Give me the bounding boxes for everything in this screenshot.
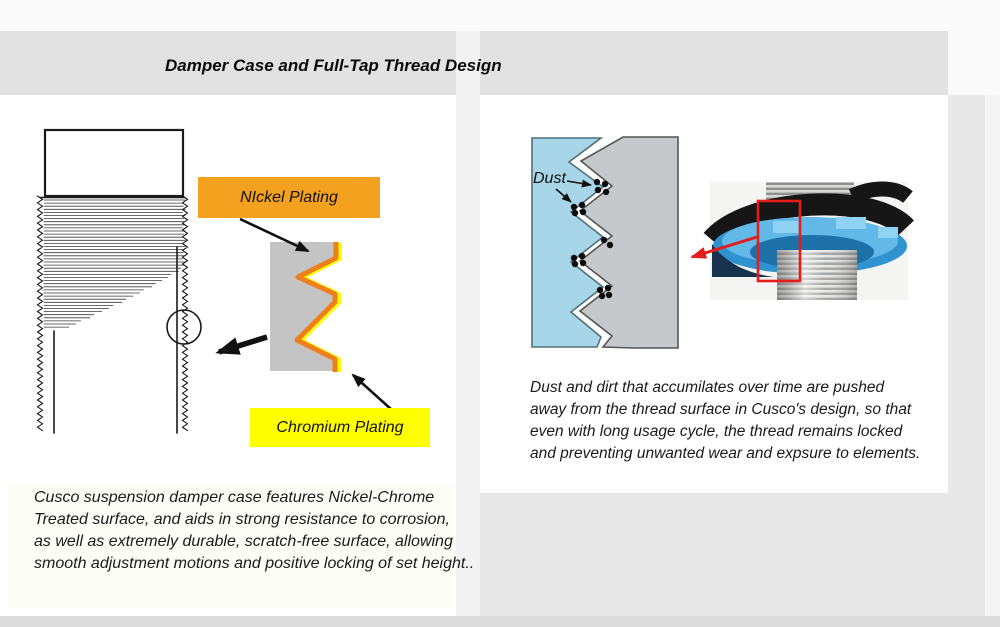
coilover-photo: [692, 182, 908, 300]
right-caption-line-2: away from the thread surface in Cusco's design, so that: [530, 401, 912, 418]
thread-hatch-lines: [44, 200, 185, 327]
left-caption-line-1: Cusco suspension damper case features Nickel-Chrome: [34, 489, 435, 506]
chromium-arrow: [353, 375, 392, 410]
right-caption: [530, 377, 920, 465]
left-caption-line-2: Treated surface, and aids in strong resistance to corrosion,: [34, 511, 450, 528]
section-to-thread-arrow: [219, 337, 267, 352]
chromium-plating-label: [250, 408, 430, 447]
right-caption-line-3: even with long usage cycle, the thread remains locked: [530, 423, 903, 440]
thread-highlight-circle: [167, 310, 201, 344]
right-caption-line-1: Dust and dirt that accumilates over time are pushed: [530, 379, 885, 396]
left-caption-line-4: smooth adjustment motions and positive locking of set height..: [34, 555, 475, 572]
page-title: Damper Case and Full-Tap Thread Design: [165, 56, 502, 75]
plating-cross-section: [219, 219, 392, 410]
damper-cap: [45, 130, 183, 196]
photo-spring-coil-upper: [852, 189, 908, 197]
damper-case-drawing: [38, 130, 202, 433]
left-caption-line-3: as well as extremely durable, scratch-free surface, allowing: [34, 533, 453, 550]
chromium-plating-label-text: Chromium Plating: [276, 418, 404, 436]
nickel-plating-label: [198, 177, 380, 218]
right-caption-line-4: and preventing unwanted wear and expsure to elements.: [530, 445, 921, 462]
left-caption: [34, 487, 474, 575]
nickel-plating-label-text: NIckel Plating: [240, 188, 338, 206]
dust-label: Dust: [533, 170, 566, 187]
dust-thread-diagram: [532, 137, 678, 348]
